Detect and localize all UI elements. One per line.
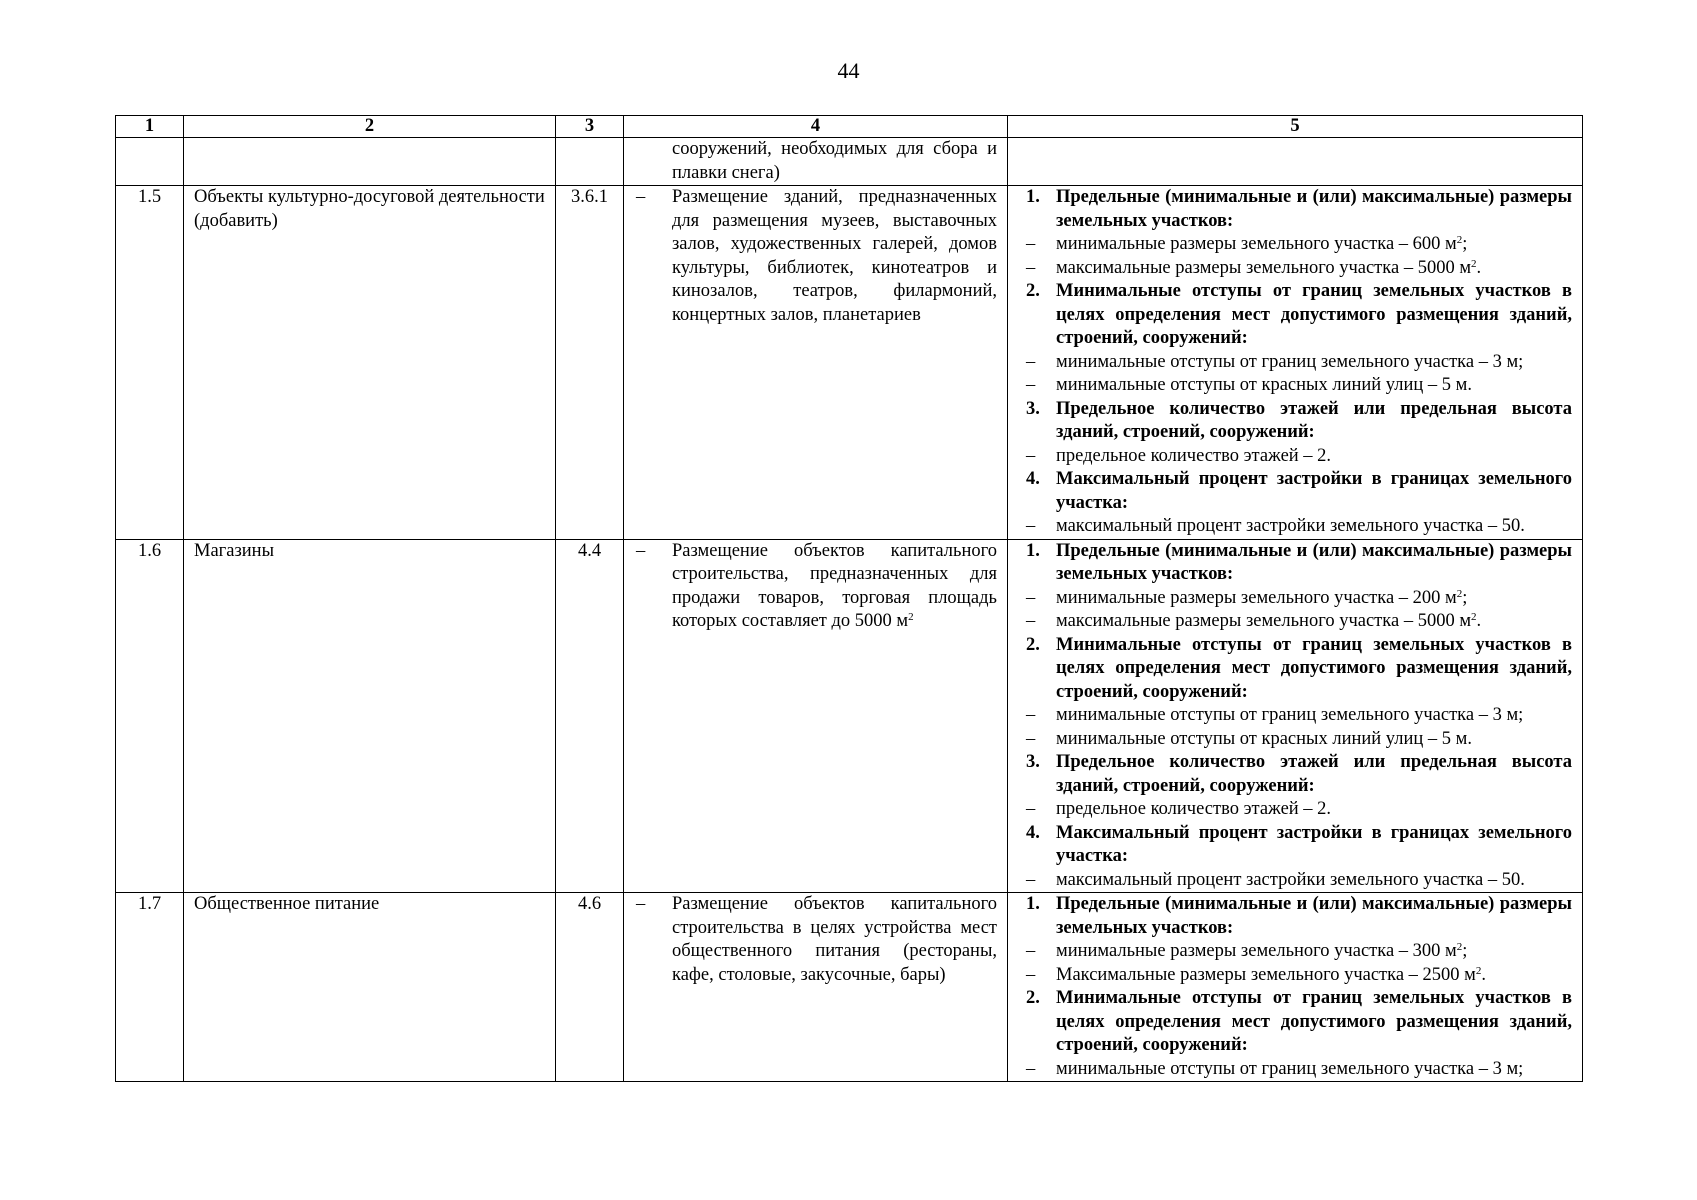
row-name-cell <box>184 893 556 1082</box>
requirement-marker: 2. <box>1026 634 1040 655</box>
requirement-marker: 2. <box>1026 281 1040 301</box>
requirement-text: Предельное количество этажей или предельная высота зданий, строений, сооружений: <box>1056 752 1572 796</box>
requirement-marker: 2. <box>1026 988 1040 1008</box>
row-name <box>184 138 556 186</box>
requirement-marker: 4. <box>1026 469 1040 489</box>
superscript: 2 <box>1471 257 1477 270</box>
requirement-item <box>1018 704 1572 728</box>
row-name: Общественное питание <box>194 894 380 914</box>
requirement-text: минимальные размеры земельного участка – 600 м <box>1056 234 1457 254</box>
row-requirements <box>1008 539 1583 893</box>
requirement-text: Предельное количество этажей или предельная высота зданий, строений, сооружений: <box>1056 398 1572 442</box>
row-code: 4.6 <box>556 893 624 1082</box>
row-name-cell <box>184 539 556 893</box>
row-description <box>624 893 1008 1082</box>
requirement-marker: – <box>1026 869 1036 890</box>
row-number: 1.7 <box>116 893 184 1082</box>
requirement-text: Предельные (минимальные и (или) максимальные) размеры земельных участков: <box>1056 540 1572 584</box>
requirement-text: максимальный процент застройки земельного участка – 50. <box>1056 869 1525 890</box>
requirement-item <box>1018 610 1572 634</box>
requirement-item <box>1018 445 1572 469</box>
requirement-marker: – <box>1026 351 1036 372</box>
superscript: 2 <box>908 611 914 623</box>
requirement-text: Предельные (минимальные и (или) максимальные) размеры земельных участков: <box>1056 894 1572 938</box>
requirement-tail: ; <box>1462 587 1468 608</box>
requirement-heading <box>1018 822 1572 869</box>
requirement-tail: . <box>1476 257 1482 278</box>
row-description <box>624 539 1008 893</box>
requirement-item <box>1018 940 1572 964</box>
requirement-marker: – <box>1026 964 1036 985</box>
requirement-text: минимальные размеры земельного участка – 200 м <box>1056 587 1457 608</box>
requirement-heading <box>1018 634 1572 705</box>
requirement-item <box>1018 374 1572 398</box>
table-row <box>116 186 1583 540</box>
requirement-marker: – <box>1026 234 1036 254</box>
requirement-marker: – <box>1026 375 1036 395</box>
requirement-marker: 3. <box>1026 398 1040 419</box>
header-cell: 2 <box>184 116 556 138</box>
requirement-marker: 1. <box>1026 187 1040 207</box>
requirement-heading <box>1018 398 1572 445</box>
requirement-tail: ; <box>1462 941 1468 961</box>
requirement-marker: – <box>1026 728 1036 749</box>
row-name: Объекты культурно-досуговой деятельности <box>194 187 545 207</box>
requirement-text: Максимальные размеры земельного участка – 2500 м <box>1056 964 1476 985</box>
dash-marker: – <box>636 540 646 561</box>
requirement-text: минимальные отступы от красных линий улиц – 5 м. <box>1056 728 1472 749</box>
requirement-text: предельное количество этажей – 2. <box>1056 799 1332 819</box>
requirement-marker: 3. <box>1026 752 1040 772</box>
header-cell: 4 <box>624 116 1008 138</box>
requirement-marker: 1. <box>1026 894 1040 914</box>
row-code: 4.4 <box>556 539 624 893</box>
requirement-marker: 1. <box>1026 540 1040 561</box>
row-number: 1.5 <box>116 186 184 540</box>
description-text: сооружений, необходимых для сбора и плавки снега) <box>672 139 997 183</box>
table-header-row <box>116 116 1583 138</box>
requirement-heading <box>1018 751 1572 798</box>
superscript: 2 <box>1475 964 1482 977</box>
requirement-marker: – <box>1026 1058 1036 1079</box>
requirement-item <box>1018 964 1572 988</box>
requirement-text: Минимальные отступы от границ земельных участков в целях определения мест допустимого размещения зданий, строений, сооружений: <box>1056 281 1572 348</box>
requirement-marker: – <box>1026 611 1036 631</box>
requirement-marker: – <box>1026 587 1036 608</box>
superscript: 2 <box>1456 234 1463 246</box>
requirement-item <box>1018 798 1572 822</box>
requirement-tail: . <box>1476 611 1482 631</box>
row-description <box>624 186 1008 540</box>
dash-marker: – <box>636 187 646 207</box>
row-description <box>624 138 1008 186</box>
requirement-text: Минимальные отступы от границ земельных участков в целях определения мест допустимого размещения зданий, строений, сооружений: <box>1056 634 1572 702</box>
requirement-heading <box>1018 893 1572 940</box>
requirement-marker: – <box>1026 941 1036 961</box>
requirement-text: Предельные (минимальные и (или) максимальные) размеры земельных участков: <box>1056 187 1572 231</box>
superscript: 2 <box>1456 941 1463 953</box>
table-row <box>116 539 1583 893</box>
requirement-tail: . <box>1481 964 1487 985</box>
description-text: Размещение зданий, предназначенных для размещения музеев, выставочных залов, художественных галерей, домов культуры, библиотек, кинотеатров и кинозалов, театров, филармоний, концертных залов, планетариев <box>672 187 997 325</box>
requirement-heading <box>1018 540 1572 587</box>
regulations-table <box>115 115 1583 1082</box>
requirement-text: Минимальные отступы от границ земельных участков в целях определения мест допустимого размещения зданий, строений, сооружений: <box>1056 988 1572 1055</box>
requirement-marker: – <box>1026 516 1036 536</box>
requirement-heading <box>1018 280 1572 351</box>
requirement-text: максимальный процент застройки земельного участка – 50. <box>1056 516 1525 536</box>
table-row <box>116 893 1583 1082</box>
requirement-text: максимальные размеры земельного участка – 5000 м <box>1056 611 1472 631</box>
requirement-item <box>1018 728 1572 752</box>
requirement-item <box>1018 257 1572 281</box>
requirement-marker: – <box>1026 257 1036 278</box>
requirement-item <box>1018 869 1572 893</box>
requirement-text: минимальные отступы от красных линий улиц – 5 м. <box>1056 375 1472 395</box>
requirement-item <box>1018 1058 1572 1082</box>
requirement-text: максимальные размеры земельного участка – 5000 м <box>1056 257 1472 278</box>
requirement-heading <box>1018 987 1572 1058</box>
requirement-text: минимальные отступы от границ земельного участка – 3 м; <box>1056 1058 1524 1079</box>
requirement-tail: ; <box>1462 234 1468 254</box>
requirement-heading <box>1018 186 1572 233</box>
row-name-note: (добавить) <box>194 210 278 231</box>
requirement-text: предельное количество этажей – 2. <box>1056 445 1332 466</box>
requirement-text: Максимальный процент застройки в границах земельного участка: <box>1056 469 1572 513</box>
header-cell: 1 <box>116 116 184 138</box>
requirement-heading <box>1018 468 1572 515</box>
requirement-text: минимальные отступы от границ земельного участка – 3 м; <box>1056 705 1524 725</box>
row-requirements <box>1008 186 1583 540</box>
row-code: 3.6.1 <box>556 186 624 540</box>
table-row-continuation <box>116 138 1583 186</box>
requirement-text: минимальные отступы от границ земельного участка – 3 м; <box>1056 351 1524 372</box>
requirement-marker: – <box>1026 799 1036 819</box>
requirement-item <box>1018 515 1572 539</box>
page-number: 44 <box>837 58 860 83</box>
row-number: 1.6 <box>116 539 184 893</box>
row-requirements <box>1008 893 1583 1082</box>
row-requirements <box>1008 138 1583 186</box>
requirement-item <box>1018 233 1572 257</box>
requirement-item <box>1018 587 1572 611</box>
requirement-item <box>1018 351 1572 375</box>
header-cell: 3 <box>556 116 624 138</box>
superscript: 2 <box>1456 587 1463 600</box>
superscript: 2 <box>1471 611 1477 623</box>
requirement-text: Максимальный процент застройки в границах земельного участка: <box>1056 822 1572 866</box>
requirement-text: минимальные размеры земельного участка – 300 м <box>1056 941 1457 961</box>
dash-marker: – <box>636 894 646 914</box>
requirement-marker: – <box>1026 445 1036 466</box>
row-name-cell <box>184 186 556 540</box>
row-name: Магазины <box>194 540 274 561</box>
requirement-marker: 4. <box>1026 822 1040 843</box>
description-text: Размещение объектов капитального строительства, предназначенных для продажи товаров, торговая площадь которых составляет до 5000 м <box>672 540 997 631</box>
row-code <box>556 138 624 186</box>
description-text: Размещение объектов капитального строительства в целях устройства мест общественного питания (рестораны, кафе, столовые, закусочные, бары) <box>672 894 997 985</box>
header-cell: 5 <box>1008 116 1583 138</box>
row-number <box>116 138 184 186</box>
requirement-marker: – <box>1026 705 1036 725</box>
